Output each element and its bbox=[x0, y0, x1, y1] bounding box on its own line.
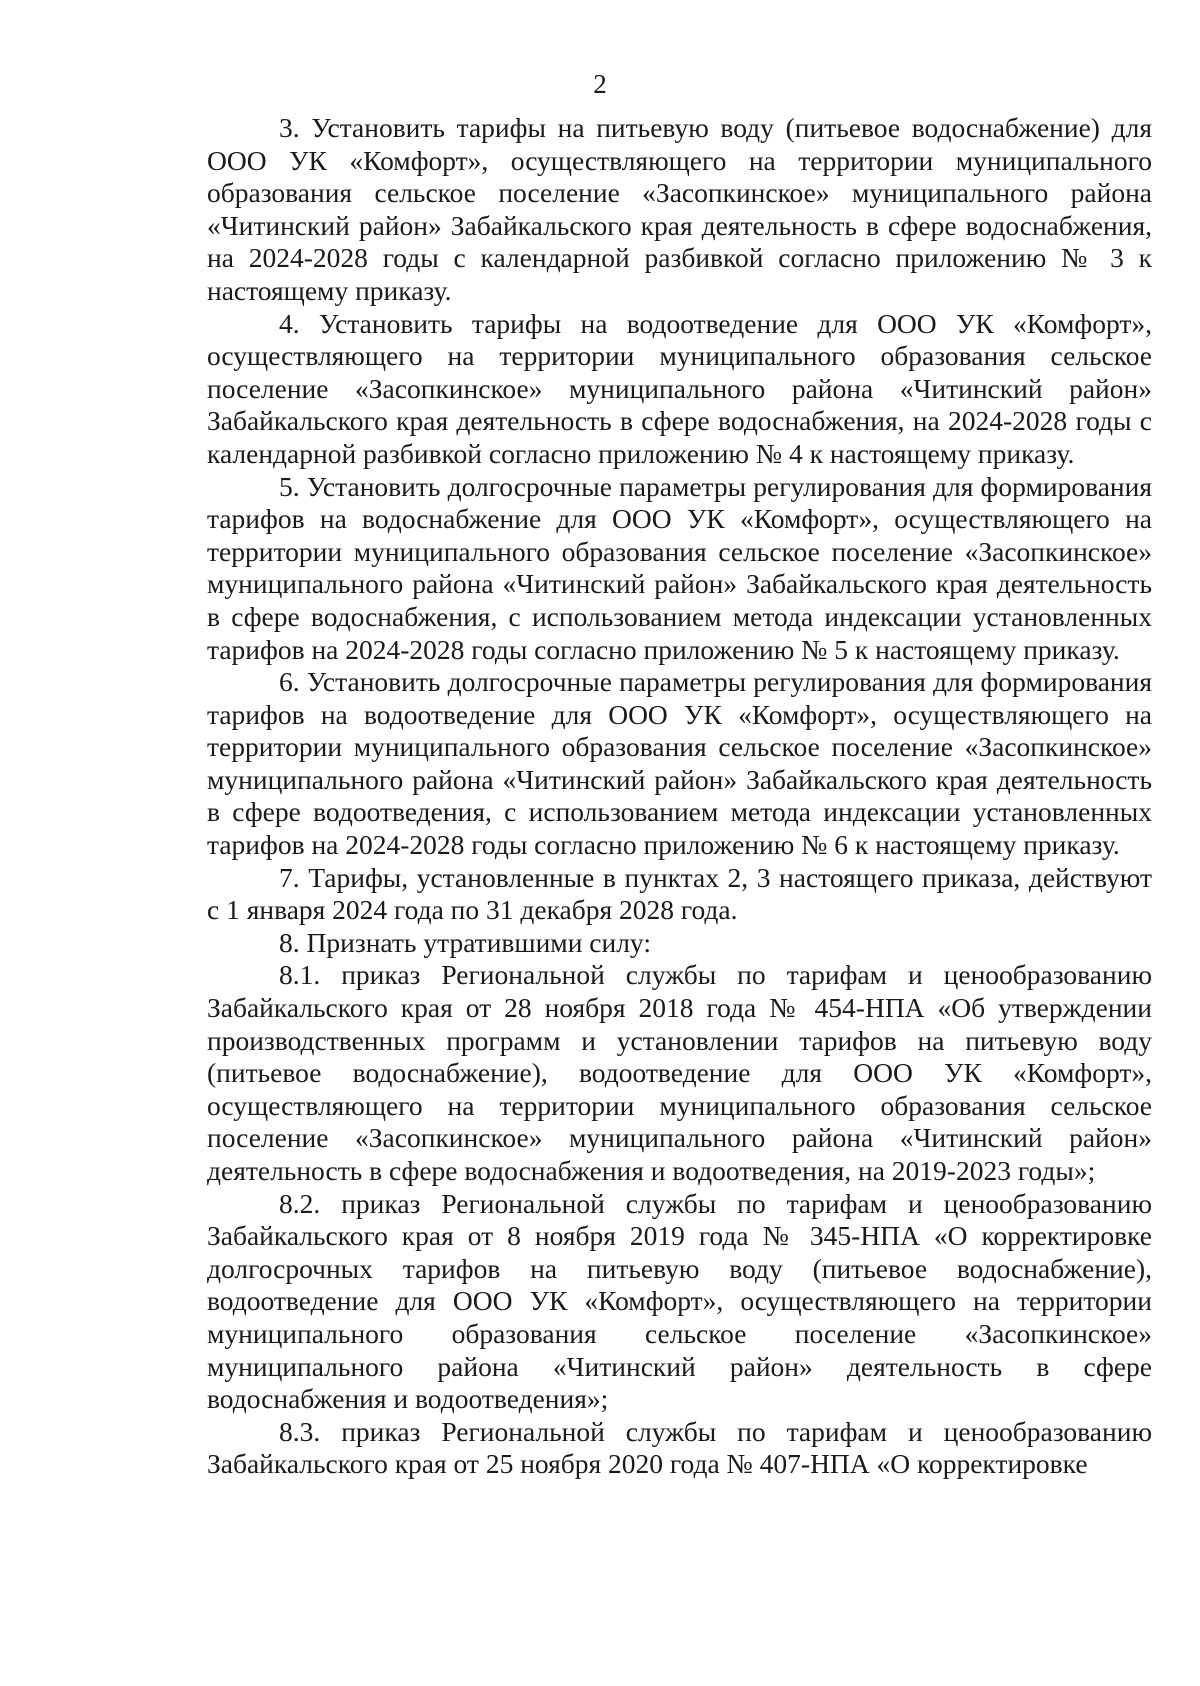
paragraph-item-6: 6. Установить долгосрочные параметры регулирования для формирования тарифов на водоотведение для ООО УК «Комфорт», осуществляющего на территории муниципального образования сельское поселение «Засопкинское» муниципального района «Читинский район» Забайкальского края деятельность в сфере водоотведения, с использованием метода индексации установленных тарифов на 2024-2028 годы согласно приложению № 6 к настоящему приказу. bbox=[207, 666, 1152, 861]
document-body bbox=[207, 112, 1152, 1481]
paragraph-item-3: 3. Установить тарифы на питьевую воду (питьевое водоснабжение) для ООО УК «Комфорт», осуществляющего на территории муниципального образования сельское поселение «Засопкинское» муниципального района «Читинский район» Забайкальского края деятельность в сфере водоснабжения, на 2024-2028 годы с календарной разбивкой согласно приложению № 3 к настоящему приказу. bbox=[207, 112, 1152, 306]
paragraph-item-8-2: 8.2. приказ Региональной службы по тарифам и ценообразованию Забайкальского края от 8 ноября 2019 года № 345-НПА «О корректировке долгосрочных тарифов на питьевую воду (питьевое водоснабжение), водоотведение для ООО УК «Комфорт», осуществляющего на территории муниципального образования сельское поселение «Засопкинское» муниципального района «Читинский район» деятельность в сфере водоснабжения и водоотведения»; bbox=[207, 1187, 1152, 1415]
paragraph-item-7: 7. Тарифы, установленные в пунктах 2, 3 настоящего приказа, действуют с 1 января 2024 года по 31 декабря 2028 года. bbox=[207, 861, 1152, 926]
paragraph-item-8-3: 8.3. приказ Региональной службы по тарифам и ценообразованию Забайкальского края от 25 ноября 2020 года № 407-НПА «О корректировке bbox=[207, 1415, 1152, 1480]
paragraph-item-8-1: 8.1. приказ Региональной службы по тарифам и ценообразованию Забайкальского края от 28 ноября 2018 года № 454-НПА «Об утверждении производственных программ и установлении тарифов на питьевую воду (питьевое водоснабжение), водоотведение для ООО УК «Комфорт», осуществляющего на территории муниципального образования сельское поселение «Засопкинское» муниципального района «Читинский район» деятельность в сфере водоснабжения и водоотведения, на 2019-2023 годы»; bbox=[207, 959, 1152, 1186]
paragraph-item-4: 4. Установить тарифы на водоотведение для ООО УК «Комфорт», осуществляющего на территории муниципального образования сельское поселение «Засопкинское» муниципального района «Читинский район» Забайкальского края деятельность в сфере водоснабжения, на 2024-2028 годы с календарной разбивкой согласно приложению № 4 к настоящему приказу. bbox=[207, 307, 1152, 469]
paragraph-item-8: 8. Признать утратившими силу: bbox=[279, 926, 651, 958]
paragraph-item-5: 5. Установить долгосрочные параметры регулирования для формирования тарифов на водоснабжение для ООО УК «Комфорт», осуществляющего на территории муниципального образования сельское поселение «Засопкинское» муниципального района «Читинский район» Забайкальского края деятельность в сфере водоснабжения, с использованием метода индексации установленных тарифов на 2024-2028 годы согласно приложению № 5 к настоящему приказу. bbox=[207, 470, 1152, 665]
page-number: 2 bbox=[593, 69, 607, 99]
